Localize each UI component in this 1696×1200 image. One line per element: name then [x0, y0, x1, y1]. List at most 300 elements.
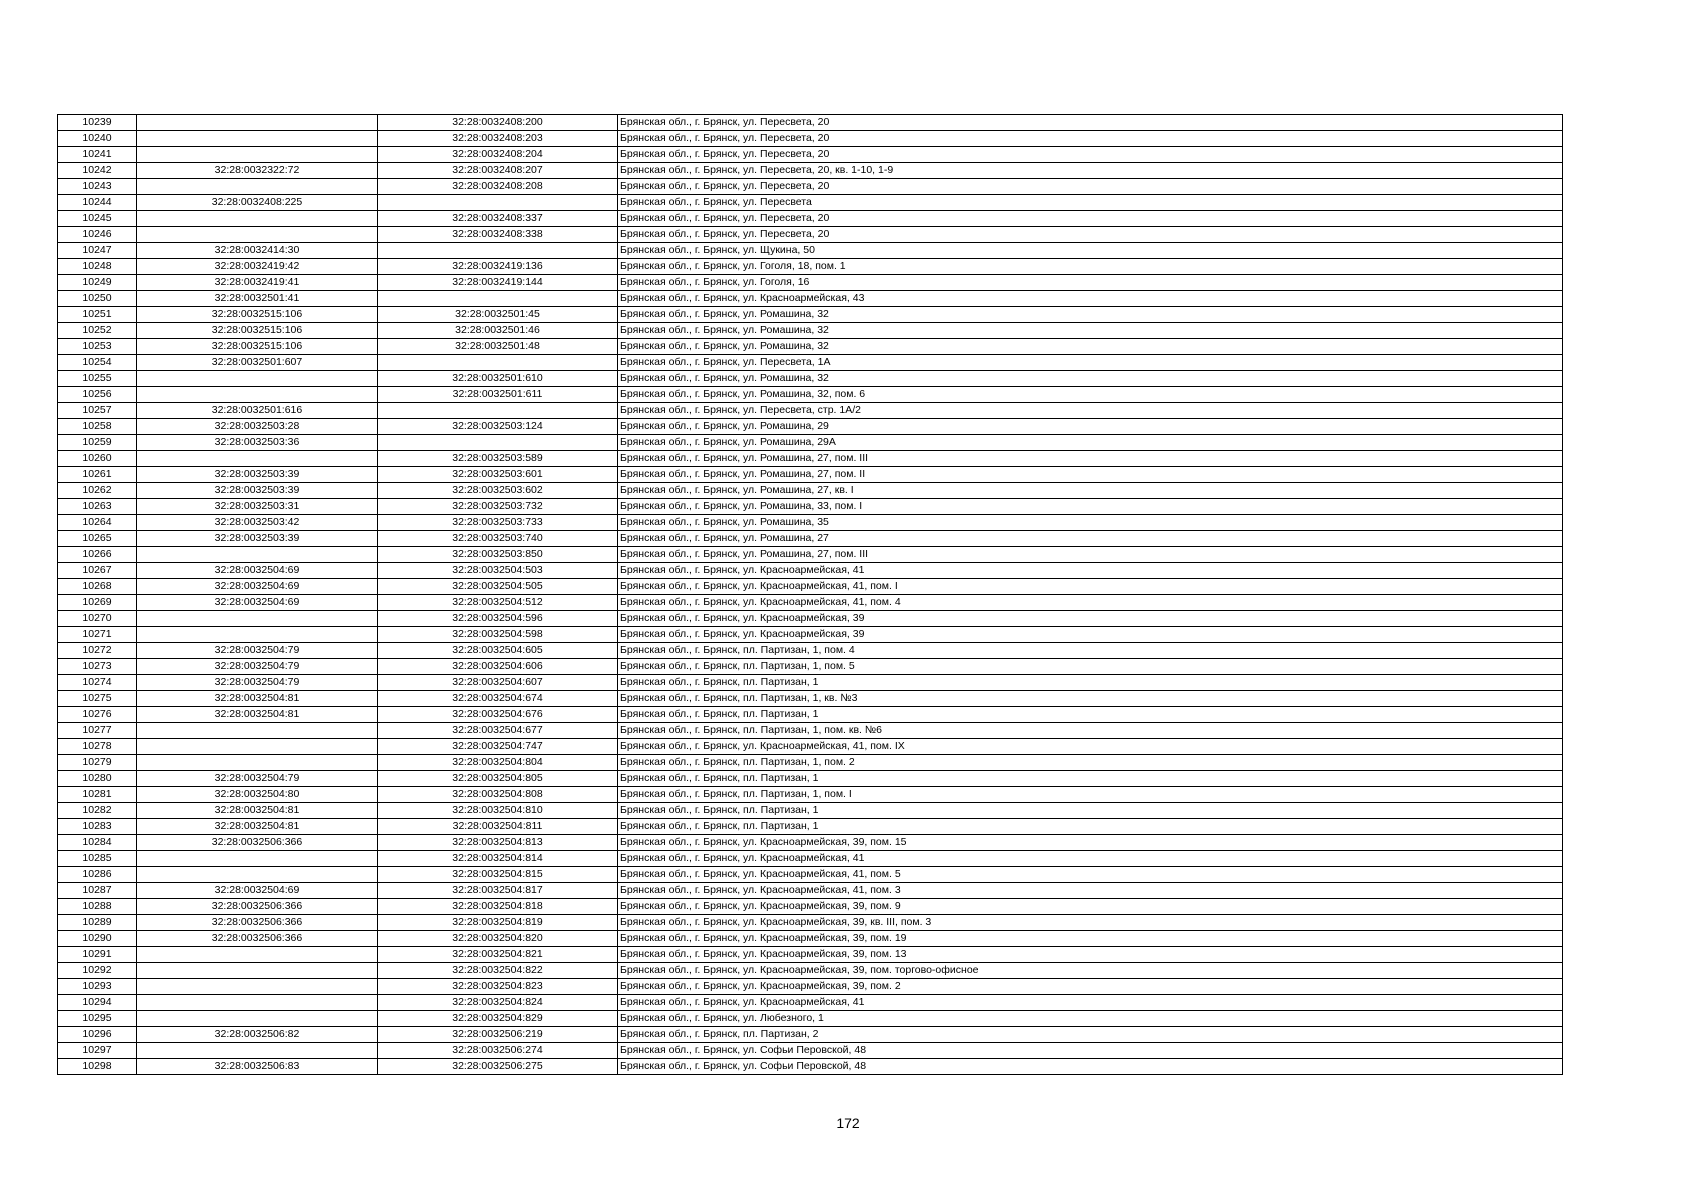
parcel-cadastral-number-cell: 32:28:0032504:69: [137, 579, 378, 595]
object-cadastral-number-cell: 32:28:0032504:503: [378, 563, 618, 579]
parcel-cadastral-number-cell: [137, 371, 378, 387]
object-cadastral-number-cell: 32:28:0032504:823: [378, 979, 618, 995]
row-number-cell: 10247: [58, 243, 137, 259]
parcel-cadastral-number-cell: [137, 1043, 378, 1059]
row-number-cell: 10250: [58, 291, 137, 307]
parcel-cadastral-number-cell: 32:28:0032506:366: [137, 899, 378, 915]
table-row: [58, 515, 1563, 531]
row-number-cell: 10277: [58, 723, 137, 739]
object-cadastral-number-cell: 32:28:0032408:204: [378, 147, 618, 163]
table-row: [58, 675, 1563, 691]
address-cell: Брянская обл., г. Брянск, ул. Пересвета, 20: [618, 211, 1563, 227]
object-cadastral-number-cell: 32:28:0032501:46: [378, 323, 618, 339]
parcel-cadastral-number-cell: 32:28:0032504:79: [137, 675, 378, 691]
table-row: [58, 931, 1563, 947]
address-cell: Брянская обл., г. Брянск, ул. Пересвета, 20: [618, 179, 1563, 195]
parcel-cadastral-number-cell: 32:28:0032503:28: [137, 419, 378, 435]
address-cell: Брянская обл., г. Брянск, ул. Красноармейская, 41, пом. 5: [618, 867, 1563, 883]
address-cell: Брянская обл., г. Брянск, пл. Партизан, 1: [618, 675, 1563, 691]
address-cell: Брянская обл., г. Брянск, ул. Красноармейская, 39, пом. торгово-офисное: [618, 963, 1563, 979]
address-cell: Брянская обл., г. Брянск, ул. Ромашина, 32: [618, 307, 1563, 323]
row-number-cell: 10251: [58, 307, 137, 323]
parcel-cadastral-number-cell: 32:28:0032501:607: [137, 355, 378, 371]
parcel-cadastral-number-cell: [137, 755, 378, 771]
row-number-cell: 10246: [58, 227, 137, 243]
row-number-cell: 10288: [58, 899, 137, 915]
table-row: [58, 131, 1563, 147]
parcel-cadastral-number-cell: [137, 179, 378, 195]
table-row: [58, 707, 1563, 723]
parcel-cadastral-number-cell: [137, 211, 378, 227]
object-cadastral-number-cell: 32:28:0032506:219: [378, 1027, 618, 1043]
parcel-cadastral-number-cell: 32:28:0032504:80: [137, 787, 378, 803]
row-number-cell: 10256: [58, 387, 137, 403]
address-cell: Брянская обл., г. Брянск, ул. Красноармейская, 39: [618, 627, 1563, 643]
row-number-cell: 10282: [58, 803, 137, 819]
table-row: [58, 531, 1563, 547]
row-number-cell: 10242: [58, 163, 137, 179]
object-cadastral-number-cell: 32:28:0032504:747: [378, 739, 618, 755]
parcel-cadastral-number-cell: [137, 851, 378, 867]
address-cell: Брянская обл., г. Брянск, пл. Партизан, 2: [618, 1027, 1563, 1043]
address-cell: Брянская обл., г. Брянск, ул. Пересвета, 20, кв. 1-10, 1-9: [618, 163, 1563, 179]
address-cell: Брянская обл., г. Брянск, ул. Ромашина, 29А: [618, 435, 1563, 451]
row-number-cell: 10295: [58, 1011, 137, 1027]
row-number-cell: 10297: [58, 1043, 137, 1059]
object-cadastral-number-cell: 32:28:0032504:805: [378, 771, 618, 787]
row-number-cell: 10263: [58, 499, 137, 515]
address-cell: Брянская обл., г. Брянск, ул. Красноармейская, 39, пом. 9: [618, 899, 1563, 915]
row-number-cell: 10286: [58, 867, 137, 883]
parcel-cadastral-number-cell: 32:28:0032504:69: [137, 883, 378, 899]
object-cadastral-number-cell: 32:28:0032501:45: [378, 307, 618, 323]
parcel-cadastral-number-cell: 32:28:0032503:39: [137, 531, 378, 547]
row-number-cell: 10260: [58, 451, 137, 467]
table-row: [58, 563, 1563, 579]
parcel-cadastral-number-cell: 32:28:0032504:81: [137, 819, 378, 835]
table-row: [58, 739, 1563, 755]
table-row: [58, 435, 1563, 451]
object-cadastral-number-cell: 32:28:0032501:611: [378, 387, 618, 403]
row-number-cell: 10296: [58, 1027, 137, 1043]
object-cadastral-number-cell: [378, 243, 618, 259]
table-row: [58, 819, 1563, 835]
address-cell: Брянская обл., г. Брянск, пл. Партизан, 1, кв. №3: [618, 691, 1563, 707]
parcel-cadastral-number-cell: 32:28:0032506:366: [137, 931, 378, 947]
address-cell: Брянская обл., г. Брянск, ул. Красноармейская, 41: [618, 563, 1563, 579]
table-row: [58, 579, 1563, 595]
parcel-cadastral-number-cell: [137, 1011, 378, 1027]
parcel-cadastral-number-cell: [137, 963, 378, 979]
address-cell: Брянская обл., г. Брянск, ул. Пересвета, 20: [618, 227, 1563, 243]
address-cell: Брянская обл., г. Брянск, пл. Партизан, 1, пом. 5: [618, 659, 1563, 675]
table-row: [58, 259, 1563, 275]
row-number-cell: 10274: [58, 675, 137, 691]
table-row: [58, 419, 1563, 435]
row-number-cell: 10289: [58, 915, 137, 931]
object-cadastral-number-cell: 32:28:0032504:822: [378, 963, 618, 979]
row-number-cell: 10290: [58, 931, 137, 947]
address-cell: Брянская обл., г. Брянск, ул. Красноармейская, 39, пом. 15: [618, 835, 1563, 851]
row-number-cell: 10280: [58, 771, 137, 787]
address-cell: Брянская обл., г. Брянск, пл. Партизан, 1: [618, 707, 1563, 723]
address-cell: Брянская обл., г. Брянск, пл. Партизан, 1: [618, 771, 1563, 787]
object-cadastral-number-cell: 32:28:0032506:274: [378, 1043, 618, 1059]
row-number-cell: 10275: [58, 691, 137, 707]
row-number-cell: 10276: [58, 707, 137, 723]
row-number-cell: 10292: [58, 963, 137, 979]
parcel-cadastral-number-cell: 32:28:0032503:31: [137, 499, 378, 515]
registry-table-body: [58, 115, 1563, 1075]
table-row: [58, 899, 1563, 915]
address-cell: Брянская обл., г. Брянск, ул. Софьи Перовской, 48: [618, 1043, 1563, 1059]
row-number-cell: 10243: [58, 179, 137, 195]
row-number-cell: 10283: [58, 819, 137, 835]
table-row: [58, 115, 1563, 131]
parcel-cadastral-number-cell: [137, 867, 378, 883]
table-row: [58, 947, 1563, 963]
row-number-cell: 10279: [58, 755, 137, 771]
object-cadastral-number-cell: 32:28:0032504:829: [378, 1011, 618, 1027]
parcel-cadastral-number-cell: [137, 627, 378, 643]
object-cadastral-number-cell: [378, 195, 618, 211]
table-row: [58, 147, 1563, 163]
row-number-cell: 10272: [58, 643, 137, 659]
address-cell: Брянская обл., г. Брянск, ул. Ромашина, 33, пом. I: [618, 499, 1563, 515]
parcel-cadastral-number-cell: 32:28:0032504:81: [137, 691, 378, 707]
parcel-cadastral-number-cell: [137, 947, 378, 963]
address-cell: Брянская обл., г. Брянск, ул. Пересвета, стр. 1А/2: [618, 403, 1563, 419]
object-cadastral-number-cell: 32:28:0032408:337: [378, 211, 618, 227]
parcel-cadastral-number-cell: [137, 227, 378, 243]
row-number-cell: 10267: [58, 563, 137, 579]
row-number-cell: 10281: [58, 787, 137, 803]
address-cell: Брянская обл., г. Брянск, ул. Ромашина, 27: [618, 531, 1563, 547]
parcel-cadastral-number-cell: [137, 739, 378, 755]
object-cadastral-number-cell: 32:28:0032504:811: [378, 819, 618, 835]
object-cadastral-number-cell: 32:28:0032506:275: [378, 1059, 618, 1075]
object-cadastral-number-cell: 32:28:0032503:589: [378, 451, 618, 467]
row-number-cell: 10248: [58, 259, 137, 275]
object-cadastral-number-cell: 32:28:0032503:733: [378, 515, 618, 531]
table-row: [58, 339, 1563, 355]
object-cadastral-number-cell: 32:28:0032419:144: [378, 275, 618, 291]
object-cadastral-number-cell: 32:28:0032408:200: [378, 115, 618, 131]
table-row: [58, 835, 1563, 851]
object-cadastral-number-cell: 32:28:0032504:512: [378, 595, 618, 611]
address-cell: Брянская обл., г. Брянск, ул. Красноармейская, 41, пом. I: [618, 579, 1563, 595]
row-number-cell: 10259: [58, 435, 137, 451]
table-row: [58, 883, 1563, 899]
address-cell: Брянская обл., г. Брянск, пл. Партизан, 1: [618, 803, 1563, 819]
table-row: [58, 243, 1563, 259]
object-cadastral-number-cell: 32:28:0032504:817: [378, 883, 618, 899]
parcel-cadastral-number-cell: 32:28:0032504:69: [137, 595, 378, 611]
object-cadastral-number-cell: 32:28:0032504:813: [378, 835, 618, 851]
parcel-cadastral-number-cell: 32:28:0032504:79: [137, 771, 378, 787]
address-cell: Брянская обл., г. Брянск, ул. Красноармейская, 41, пом. 4: [618, 595, 1563, 611]
address-cell: Брянская обл., г. Брянск, ул. Ромашина, 29: [618, 419, 1563, 435]
address-cell: Брянская обл., г. Брянск, ул. Ромашина, 27, пом. III: [618, 547, 1563, 563]
address-cell: Брянская обл., г. Брянск, ул. Щукина, 50: [618, 243, 1563, 259]
parcel-cadastral-number-cell: 32:28:0032501:41: [137, 291, 378, 307]
address-cell: Брянская обл., г. Брянск, ул. Красноармейская, 41: [618, 851, 1563, 867]
parcel-cadastral-number-cell: 32:28:0032504:79: [137, 643, 378, 659]
table-row: [58, 291, 1563, 307]
parcel-cadastral-number-cell: 32:28:0032503:39: [137, 483, 378, 499]
address-cell: Брянская обл., г. Брянск, ул. Пересвета: [618, 195, 1563, 211]
row-number-cell: 10278: [58, 739, 137, 755]
row-number-cell: 10252: [58, 323, 137, 339]
object-cadastral-number-cell: 32:28:0032504:674: [378, 691, 618, 707]
parcel-cadastral-number-cell: [137, 547, 378, 563]
table-row: [58, 963, 1563, 979]
parcel-cadastral-number-cell: [137, 131, 378, 147]
address-cell: Брянская обл., г. Брянск, ул. Красноармейская, 39: [618, 611, 1563, 627]
object-cadastral-number-cell: 32:28:0032504:677: [378, 723, 618, 739]
row-number-cell: 10284: [58, 835, 137, 851]
address-cell: Брянская обл., г. Брянск, ул. Ромашина, 32: [618, 323, 1563, 339]
object-cadastral-number-cell: 32:28:0032504:808: [378, 787, 618, 803]
row-number-cell: 10270: [58, 611, 137, 627]
address-cell: Брянская обл., г. Брянск, ул. Ромашина, 32: [618, 339, 1563, 355]
parcel-cadastral-number-cell: 32:28:0032506:366: [137, 835, 378, 851]
parcel-cadastral-number-cell: [137, 995, 378, 1011]
address-cell: Брянская обл., г. Брянск, пл. Партизан, 1, пом. 2: [618, 755, 1563, 771]
table-row: [58, 499, 1563, 515]
object-cadastral-number-cell: [378, 403, 618, 419]
object-cadastral-number-cell: 32:28:0032504:606: [378, 659, 618, 675]
address-cell: Брянская обл., г. Брянск, ул. Софьи Перовской, 48: [618, 1059, 1563, 1075]
address-cell: Брянская обл., г. Брянск, ул. Ромашина, 32: [618, 371, 1563, 387]
row-number-cell: 10245: [58, 211, 137, 227]
table-row: [58, 211, 1563, 227]
row-number-cell: 10249: [58, 275, 137, 291]
row-number-cell: 10244: [58, 195, 137, 211]
address-cell: Брянская обл., г. Брянск, пл. Партизан, 1: [618, 819, 1563, 835]
row-number-cell: 10241: [58, 147, 137, 163]
row-number-cell: 10285: [58, 851, 137, 867]
parcel-cadastral-number-cell: 32:28:0032506:366: [137, 915, 378, 931]
address-cell: Брянская обл., г. Брянск, ул. Гоголя, 18, пом. 1: [618, 259, 1563, 275]
object-cadastral-number-cell: 32:28:0032504:821: [378, 947, 618, 963]
table-row: [58, 691, 1563, 707]
table-row: [58, 995, 1563, 1011]
row-number-cell: 10262: [58, 483, 137, 499]
address-cell: Брянская обл., г. Брянск, ул. Красноармейская, 41, пом. 3: [618, 883, 1563, 899]
table-row: [58, 611, 1563, 627]
object-cadastral-number-cell: 32:28:0032503:124: [378, 419, 618, 435]
address-cell: Брянская обл., г. Брянск, ул. Ромашина, 27, кв. I: [618, 483, 1563, 499]
object-cadastral-number-cell: 32:28:0032503:740: [378, 531, 618, 547]
object-cadastral-number-cell: 32:28:0032408:207: [378, 163, 618, 179]
row-number-cell: 10255: [58, 371, 137, 387]
parcel-cadastral-number-cell: 32:28:0032408:225: [137, 195, 378, 211]
table-row: [58, 867, 1563, 883]
address-cell: Брянская обл., г. Брянск, пл. Партизан, 1, пом. I: [618, 787, 1563, 803]
table-row: [58, 723, 1563, 739]
address-cell: Брянская обл., г. Брянск, ул. Красноармейская, 39, пом. 2: [618, 979, 1563, 995]
parcel-cadastral-number-cell: [137, 979, 378, 995]
address-cell: Брянская обл., г. Брянск, ул. Пересвета, 20: [618, 131, 1563, 147]
row-number-cell: 10266: [58, 547, 137, 563]
row-number-cell: 10273: [58, 659, 137, 675]
object-cadastral-number-cell: 32:28:0032504:804: [378, 755, 618, 771]
address-cell: Брянская обл., г. Брянск, пл. Партизан, 1, пом. кв. №6: [618, 723, 1563, 739]
object-cadastral-number-cell: 32:28:0032504:810: [378, 803, 618, 819]
address-cell: Брянская обл., г. Брянск, ул. Красноармейская, 39, пом. 13: [618, 947, 1563, 963]
row-number-cell: 10269: [58, 595, 137, 611]
table-row: [58, 179, 1563, 195]
table-row: [58, 355, 1563, 371]
address-cell: Брянская обл., г. Брянск, ул. Красноармейская, 39, пом. 19: [618, 931, 1563, 947]
parcel-cadastral-number-cell: 32:28:0032515:106: [137, 323, 378, 339]
object-cadastral-number-cell: 32:28:0032501:48: [378, 339, 618, 355]
row-number-cell: 10264: [58, 515, 137, 531]
object-cadastral-number-cell: 32:28:0032504:596: [378, 611, 618, 627]
address-cell: Брянская обл., г. Брянск, ул. Красноармейская, 39, кв. III, пом. 3: [618, 915, 1563, 931]
page-number: 172: [836, 1115, 860, 1131]
address-cell: Брянская обл., г. Брянск, ул. Ромашина, 32, пом. 6: [618, 387, 1563, 403]
parcel-cadastral-number-cell: [137, 147, 378, 163]
object-cadastral-number-cell: 32:28:0032504:598: [378, 627, 618, 643]
parcel-cadastral-number-cell: [137, 115, 378, 131]
table-row: [58, 195, 1563, 211]
table-row: [58, 851, 1563, 867]
row-number-cell: 10261: [58, 467, 137, 483]
object-cadastral-number-cell: 32:28:0032504:820: [378, 931, 618, 947]
parcel-cadastral-number-cell: [137, 451, 378, 467]
object-cadastral-number-cell: 32:28:0032504:505: [378, 579, 618, 595]
object-cadastral-number-cell: 32:28:0032503:732: [378, 499, 618, 515]
parcel-cadastral-number-cell: 32:28:0032515:106: [137, 307, 378, 323]
row-number-cell: 10240: [58, 131, 137, 147]
object-cadastral-number-cell: 32:28:0032504:814: [378, 851, 618, 867]
parcel-cadastral-number-cell: [137, 723, 378, 739]
table-row: [58, 595, 1563, 611]
object-cadastral-number-cell: [378, 291, 618, 307]
registry-table: [57, 114, 1563, 1075]
table-row: [58, 803, 1563, 819]
parcel-cadastral-number-cell: 32:28:0032322:72: [137, 163, 378, 179]
table-row: [58, 371, 1563, 387]
table-row: [58, 643, 1563, 659]
parcel-cadastral-number-cell: 32:28:0032503:42: [137, 515, 378, 531]
table-row: [58, 659, 1563, 675]
row-number-cell: 10268: [58, 579, 137, 595]
row-number-cell: 10293: [58, 979, 137, 995]
table-row: [58, 1027, 1563, 1043]
address-cell: Брянская обл., г. Брянск, ул. Красноармейская, 41, пом. IX: [618, 739, 1563, 755]
address-cell: Брянская обл., г. Брянск, ул. Любезного, 1: [618, 1011, 1563, 1027]
row-number-cell: 10239: [58, 115, 137, 131]
parcel-cadastral-number-cell: 32:28:0032503:36: [137, 435, 378, 451]
row-number-cell: 10253: [58, 339, 137, 355]
object-cadastral-number-cell: 32:28:0032504:676: [378, 707, 618, 723]
object-cadastral-number-cell: [378, 355, 618, 371]
table-row: [58, 163, 1563, 179]
table-row: [58, 403, 1563, 419]
table-row: [58, 323, 1563, 339]
row-number-cell: 10287: [58, 883, 137, 899]
object-cadastral-number-cell: 32:28:0032408:203: [378, 131, 618, 147]
object-cadastral-number-cell: 32:28:0032408:208: [378, 179, 618, 195]
object-cadastral-number-cell: 32:28:0032419:136: [378, 259, 618, 275]
parcel-cadastral-number-cell: [137, 387, 378, 403]
address-cell: Брянская обл., г. Брянск, ул. Ромашина, 35: [618, 515, 1563, 531]
table-row: [58, 1059, 1563, 1075]
object-cadastral-number-cell: [378, 435, 618, 451]
parcel-cadastral-number-cell: 32:28:0032515:106: [137, 339, 378, 355]
row-number-cell: 10258: [58, 419, 137, 435]
address-cell: Брянская обл., г. Брянск, ул. Пересвета, 1А: [618, 355, 1563, 371]
parcel-cadastral-number-cell: 32:28:0032504:79: [137, 659, 378, 675]
table-row: [58, 771, 1563, 787]
object-cadastral-number-cell: 32:28:0032504:815: [378, 867, 618, 883]
parcel-cadastral-number-cell: 32:28:0032503:39: [137, 467, 378, 483]
object-cadastral-number-cell: 32:28:0032503:602: [378, 483, 618, 499]
object-cadastral-number-cell: 32:28:0032504:824: [378, 995, 618, 1011]
parcel-cadastral-number-cell: 32:28:0032419:42: [137, 259, 378, 275]
object-cadastral-number-cell: 32:28:0032504:819: [378, 915, 618, 931]
table-row: [58, 387, 1563, 403]
object-cadastral-number-cell: 32:28:0032501:610: [378, 371, 618, 387]
row-number-cell: 10271: [58, 627, 137, 643]
table-row: [58, 755, 1563, 771]
address-cell: Брянская обл., г. Брянск, ул. Пересвета, 20: [618, 115, 1563, 131]
table-row: [58, 1043, 1563, 1059]
parcel-cadastral-number-cell: 32:28:0032501:616: [137, 403, 378, 419]
object-cadastral-number-cell: 32:28:0032503:601: [378, 467, 618, 483]
table-row: [58, 467, 1563, 483]
row-number-cell: 10298: [58, 1059, 137, 1075]
row-number-cell: 10265: [58, 531, 137, 547]
address-cell: Брянская обл., г. Брянск, ул. Красноармейская, 41: [618, 995, 1563, 1011]
object-cadastral-number-cell: 32:28:0032504:605: [378, 643, 618, 659]
parcel-cadastral-number-cell: 32:28:0032506:82: [137, 1027, 378, 1043]
parcel-cadastral-number-cell: [137, 611, 378, 627]
table-row: [58, 915, 1563, 931]
object-cadastral-number-cell: 32:28:0032503:850: [378, 547, 618, 563]
address-cell: Брянская обл., г. Брянск, ул. Ромашина, 27, пом. III: [618, 451, 1563, 467]
row-number-cell: 10254: [58, 355, 137, 371]
parcel-cadastral-number-cell: 32:28:0032504:81: [137, 707, 378, 723]
object-cadastral-number-cell: 32:28:0032504:607: [378, 675, 618, 691]
parcel-cadastral-number-cell: 32:28:0032504:69: [137, 563, 378, 579]
row-number-cell: 10291: [58, 947, 137, 963]
table-row: [58, 1011, 1563, 1027]
table-row: [58, 227, 1563, 243]
parcel-cadastral-number-cell: 32:28:0032504:81: [137, 803, 378, 819]
address-cell: Брянская обл., г. Брянск, ул. Ромашина, 27, пом. II: [618, 467, 1563, 483]
table-row: [58, 275, 1563, 291]
address-cell: Брянская обл., г. Брянск, пл. Партизан, 1, пом. 4: [618, 643, 1563, 659]
table-row: [58, 979, 1563, 995]
address-cell: Брянская обл., г. Брянск, ул. Пересвета, 20: [618, 147, 1563, 163]
table-row: [58, 483, 1563, 499]
row-number-cell: 10294: [58, 995, 137, 1011]
object-cadastral-number-cell: 32:28:0032504:818: [378, 899, 618, 915]
address-cell: Брянская обл., г. Брянск, ул. Красноармейская, 43: [618, 291, 1563, 307]
parcel-cadastral-number-cell: 32:28:0032506:83: [137, 1059, 378, 1075]
table-row: [58, 307, 1563, 323]
parcel-cadastral-number-cell: 32:28:0032419:41: [137, 275, 378, 291]
table-row: [58, 787, 1563, 803]
table-row: [58, 451, 1563, 467]
object-cadastral-number-cell: 32:28:0032408:338: [378, 227, 618, 243]
row-number-cell: 10257: [58, 403, 137, 419]
parcel-cadastral-number-cell: 32:28:0032414:30: [137, 243, 378, 259]
